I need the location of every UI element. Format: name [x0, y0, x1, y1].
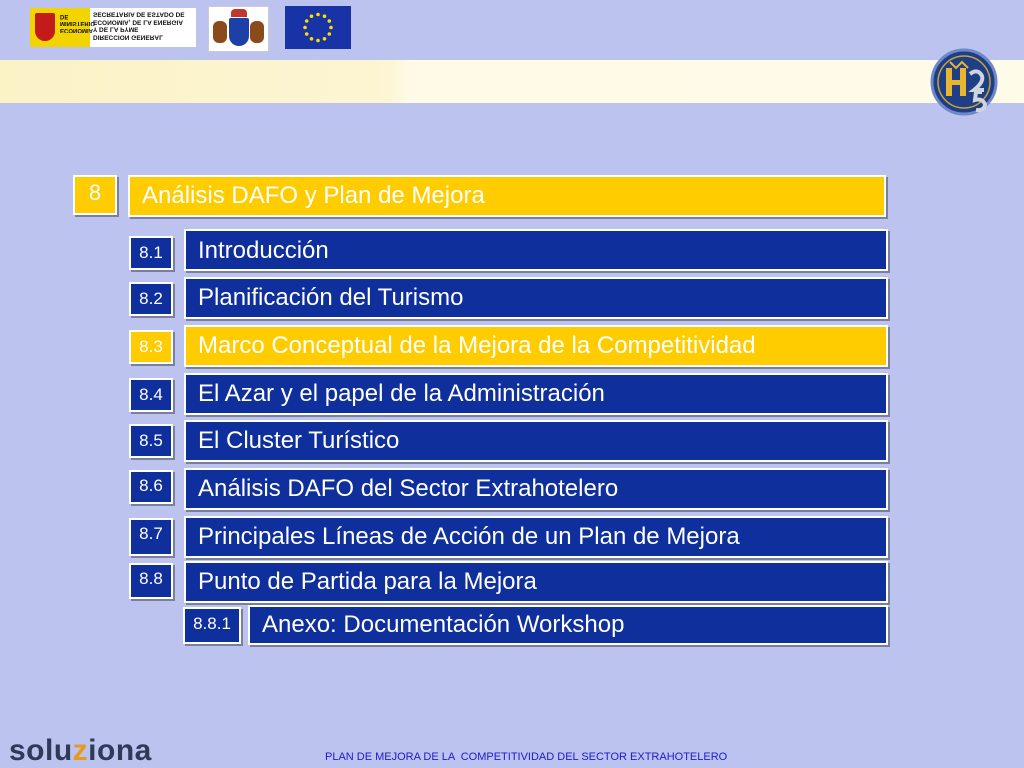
item-title-bar[interactable]	[184, 373, 888, 415]
shield-icon	[229, 18, 249, 46]
section-number-badge	[73, 175, 117, 215]
item-title: El Azar y el papel de la Administración	[198, 380, 605, 407]
item-number: 8.2	[139, 289, 163, 308]
item-title: Punto de Partida para la Mejora	[198, 568, 537, 595]
item-title-bar[interactable]	[184, 277, 888, 319]
footer-caption: PLAN DE MEJORA DE LA COMPETITIVIDAD DEL SECTOR EXTRAHOTELERO	[325, 751, 728, 763]
gov-logo-right-line-2: ECONOMIA, DE LA ENERGIA	[93, 18, 184, 25]
eu-flag-logo	[285, 6, 351, 49]
item-number-badge	[129, 424, 173, 458]
gov-logo-right-line-4: DIRECCION GENERAL	[93, 33, 164, 40]
eu-stars-icon	[285, 6, 351, 49]
item-title: Planificación del Turismo	[198, 284, 464, 311]
item-number-badge	[129, 563, 173, 599]
item-number: 8.8	[139, 569, 163, 588]
item-number: 8.8.1	[193, 614, 231, 633]
item-number: 8.6	[139, 476, 163, 495]
item-number-badge-active	[129, 330, 173, 364]
item-title-bar[interactable]	[184, 561, 888, 603]
item-number: 8.1	[139, 243, 163, 262]
ministerio-economia-logo	[30, 8, 196, 47]
dog-left-icon	[213, 21, 227, 43]
spain-coat-of-arms-icon	[35, 13, 55, 41]
item-title-bar[interactable]	[184, 420, 888, 462]
header-band	[0, 60, 1024, 103]
item-title: Principales Líneas de Acción de un Plan de Mejora	[198, 523, 740, 550]
section-title: Análisis DAFO y Plan de Mejora	[142, 182, 485, 209]
item-number: 8.4	[139, 385, 163, 404]
dog-right-icon	[250, 21, 264, 43]
logo-text-2: iona	[88, 734, 152, 767]
item-number-badge	[129, 236, 173, 270]
gov-logo-left-line-1: MINISTERIO DE	[60, 13, 96, 26]
item-number: 8.3	[139, 337, 163, 356]
item-number: 8.5	[139, 431, 163, 450]
crown-icon	[231, 9, 247, 17]
canarias-coat-of-arms-logo	[208, 6, 269, 52]
item-title: Anexo: Documentación Workshop	[262, 611, 625, 638]
subitem-title-bar[interactable]	[248, 605, 888, 645]
item-title: El Cluster Turístico	[198, 427, 400, 454]
hp25-anniversary-logo	[930, 48, 998, 116]
item-title-bar[interactable]	[184, 468, 888, 510]
item-title: Introducción	[198, 237, 329, 264]
gov-logo-left-line-2: ECONOMIA	[60, 27, 93, 33]
item-number-badge	[129, 378, 173, 412]
section-title-bar	[128, 175, 886, 217]
item-title: Marco Conceptual de la Mejora de la Competitividad	[198, 332, 756, 359]
item-title-bar[interactable]	[184, 229, 888, 271]
item-number-badge	[129, 518, 173, 556]
item-title-bar[interactable]	[184, 516, 888, 558]
item-number: 8.7	[139, 524, 163, 543]
section-number: 8	[88, 180, 102, 205]
soluziona-logo	[9, 734, 152, 768]
gov-logo-right-line-3: Y DE LA PYME	[93, 25, 139, 33]
item-number-badge	[129, 282, 173, 316]
gov-logo-right-line-1: SECRETARIA DE ESTADO DE	[93, 10, 185, 18]
item-number-badge	[129, 470, 173, 504]
logo-text-accent: z	[72, 734, 89, 767]
item-title-bar-active[interactable]	[184, 325, 888, 367]
item-title: Análisis DAFO del Sector Extrahotelero	[198, 475, 619, 502]
logo-text-1: solu	[9, 734, 73, 767]
subitem-number-badge	[183, 607, 241, 644]
